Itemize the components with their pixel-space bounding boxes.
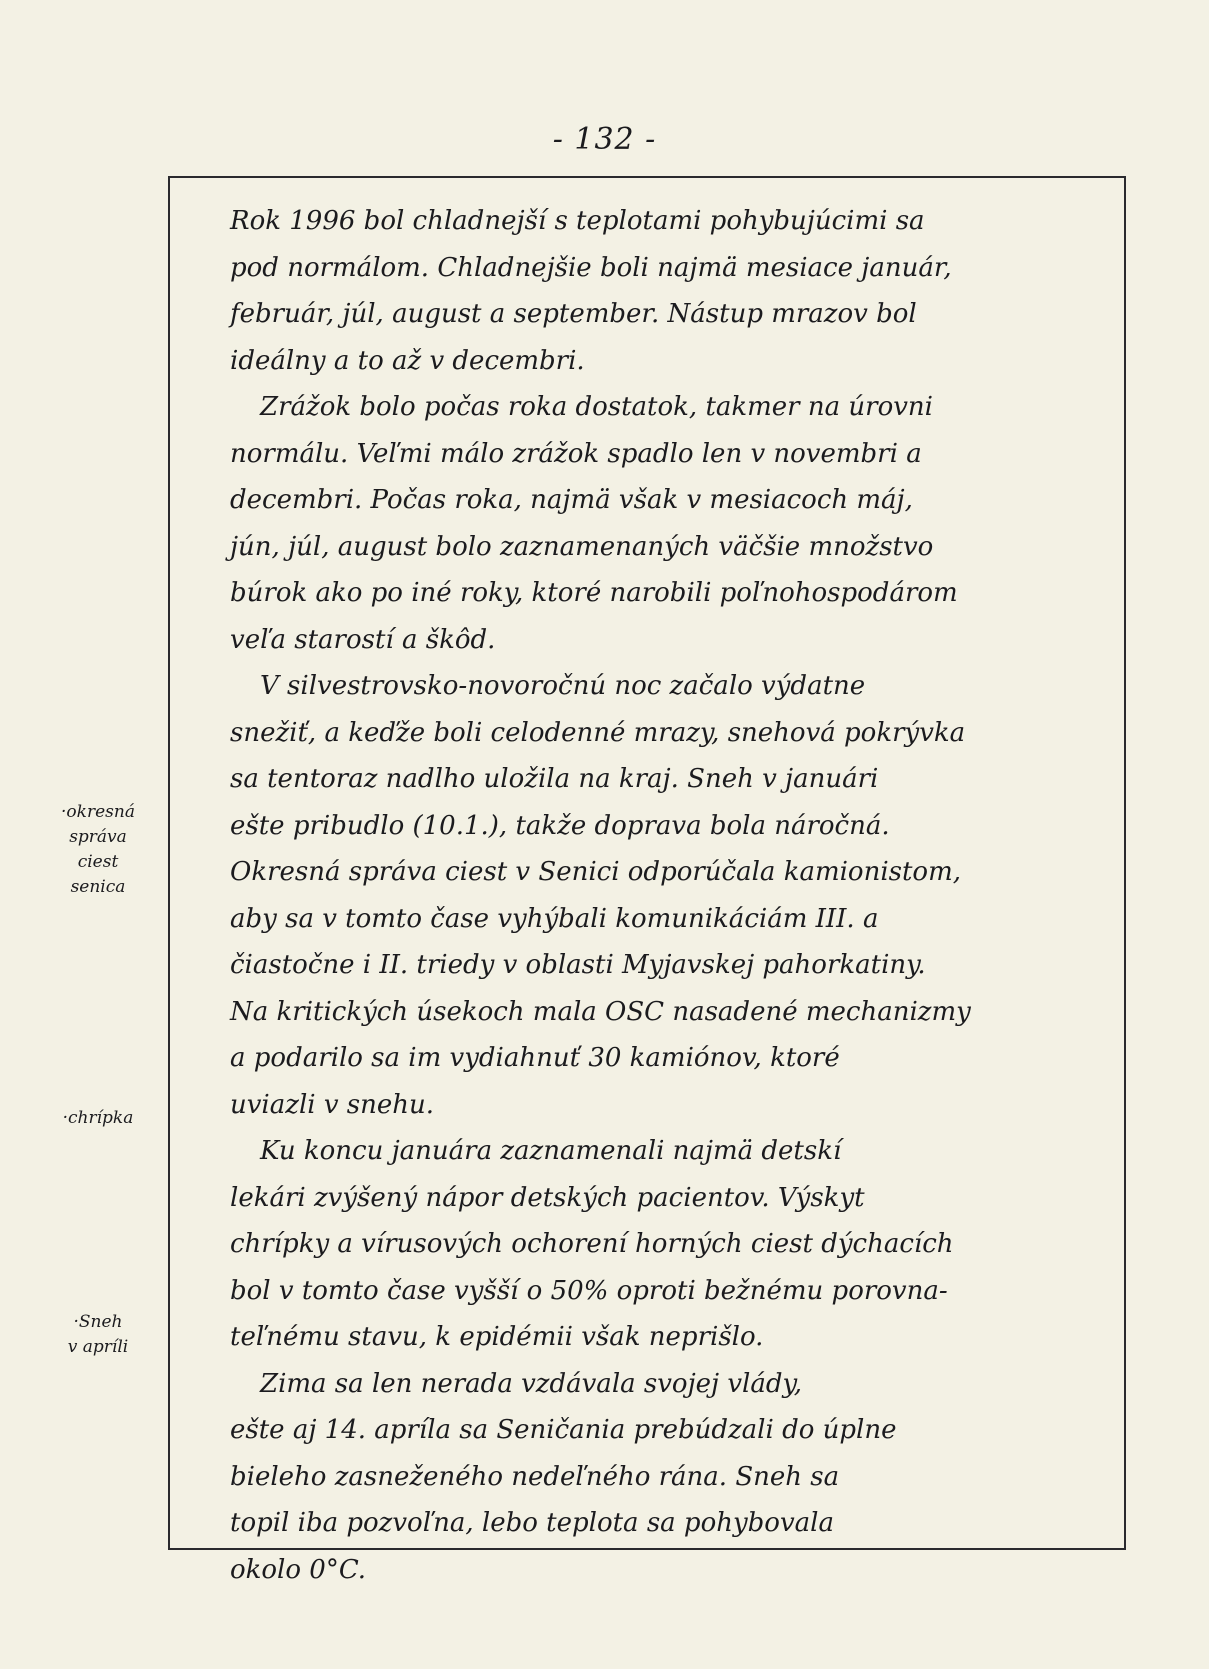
text-line: a podarilo sa im vydiahnuť 30 kamiónov, ktoré bbox=[230, 1043, 840, 1073]
paragraph-snow-january bbox=[230, 663, 1110, 1128]
paragraph-flu bbox=[230, 1128, 1110, 1361]
page-number: - 132 - bbox=[552, 122, 657, 157]
text-line: Na kritických úsekoch mala OSC nasadené mechanizmy bbox=[230, 996, 971, 1027]
text-line: Zima sa len nerada vzdávala svojej vlády, bbox=[260, 1368, 803, 1399]
text-line: ideálny a to až v decembri. bbox=[230, 345, 585, 376]
text-line: jún, júl, august bolo zaznamenaných väčšie množstvo bbox=[230, 531, 934, 562]
text-line: ešte pribudlo (10.1.), takže doprava bola náročná. bbox=[230, 810, 890, 841]
text-line: V silvestrovsko-novoročnú noc začalo výdatne bbox=[260, 671, 866, 701]
text-line: bol v tomto čase vyšší o 50% oproti bežnému porovna- bbox=[230, 1275, 948, 1306]
text-line: pod normálom. Chladnejšie boli najmä mesiace január, bbox=[230, 252, 952, 283]
text-line: uviazli v snehu. bbox=[230, 1089, 435, 1120]
text-line: normálu. Veľmi málo zrážok spadlo len v novembri a bbox=[230, 438, 922, 469]
text-line: ešte aj 14. apríla sa Seničania prebúdzali do úplne bbox=[230, 1415, 897, 1445]
text-line: Ku koncu januára zaznamenali najmä detskí bbox=[260, 1136, 842, 1166]
paragraph-april-snow bbox=[230, 1361, 1110, 1594]
margin-note-flu: ·chrípka bbox=[62, 1108, 134, 1128]
text-line: topil iba pozvoľna, lebo teplota sa pohybovala bbox=[230, 1508, 834, 1538]
text-line: okolo 0°C. bbox=[230, 1554, 367, 1585]
text-line: aby sa v tomto čase vyhýbali komunikáciám III. a bbox=[230, 903, 879, 934]
paragraph-precipitation bbox=[230, 384, 1110, 663]
chronicle-text bbox=[230, 198, 1110, 1593]
text-frame bbox=[168, 176, 1126, 1585]
text-line: teľnému stavu, k epidémii však neprišlo. bbox=[230, 1322, 764, 1352]
text-line: Okresná správa ciest v Senici odporúčala kamionistom, bbox=[230, 857, 961, 887]
margin-note-road-administration: ·okresná správa ciest senica bbox=[61, 802, 135, 897]
text-line: lekári zvýšený nápor detských pacientov. Výskyt bbox=[230, 1182, 865, 1213]
text-line: decembri. Počas roka, najmä však v mesiacoch máj, bbox=[230, 485, 913, 515]
text-line: búrok ako po iné roky, ktoré narobili poľnohospodárom bbox=[230, 578, 958, 608]
text-line: čiastočne i II. triedy v oblasti Myjavskej pahorkatiny. bbox=[230, 950, 926, 980]
margin-notes bbox=[28, 0, 168, 1669]
text-line: sa tentoraz nadlho uložila na kraj. Sneh v januári bbox=[230, 764, 879, 794]
text-line: snežiť, a keďže boli celodenné mrazy, snehová pokrývka bbox=[230, 717, 966, 748]
paragraph-weather bbox=[230, 198, 1110, 384]
text-line: Rok 1996 bol chladnejší s teplotami pohybujúcimi sa bbox=[230, 206, 925, 236]
text-line: február, júl, august a september. Nástup mrazov bol bbox=[230, 299, 917, 329]
text-line: Zrážok bolo počas roka dostatok, takmer na úrovni bbox=[260, 392, 933, 422]
text-line: veľa starostí a škôd. bbox=[230, 624, 496, 655]
margin-note-april-snow: ·Sneh v apríli bbox=[67, 1312, 129, 1357]
text-line: bieleho zasneženého nedeľného rána. Sneh sa bbox=[230, 1461, 840, 1492]
text-line: chrípky a vírusových ochorení horných ciest dýchacích bbox=[230, 1229, 954, 1259]
